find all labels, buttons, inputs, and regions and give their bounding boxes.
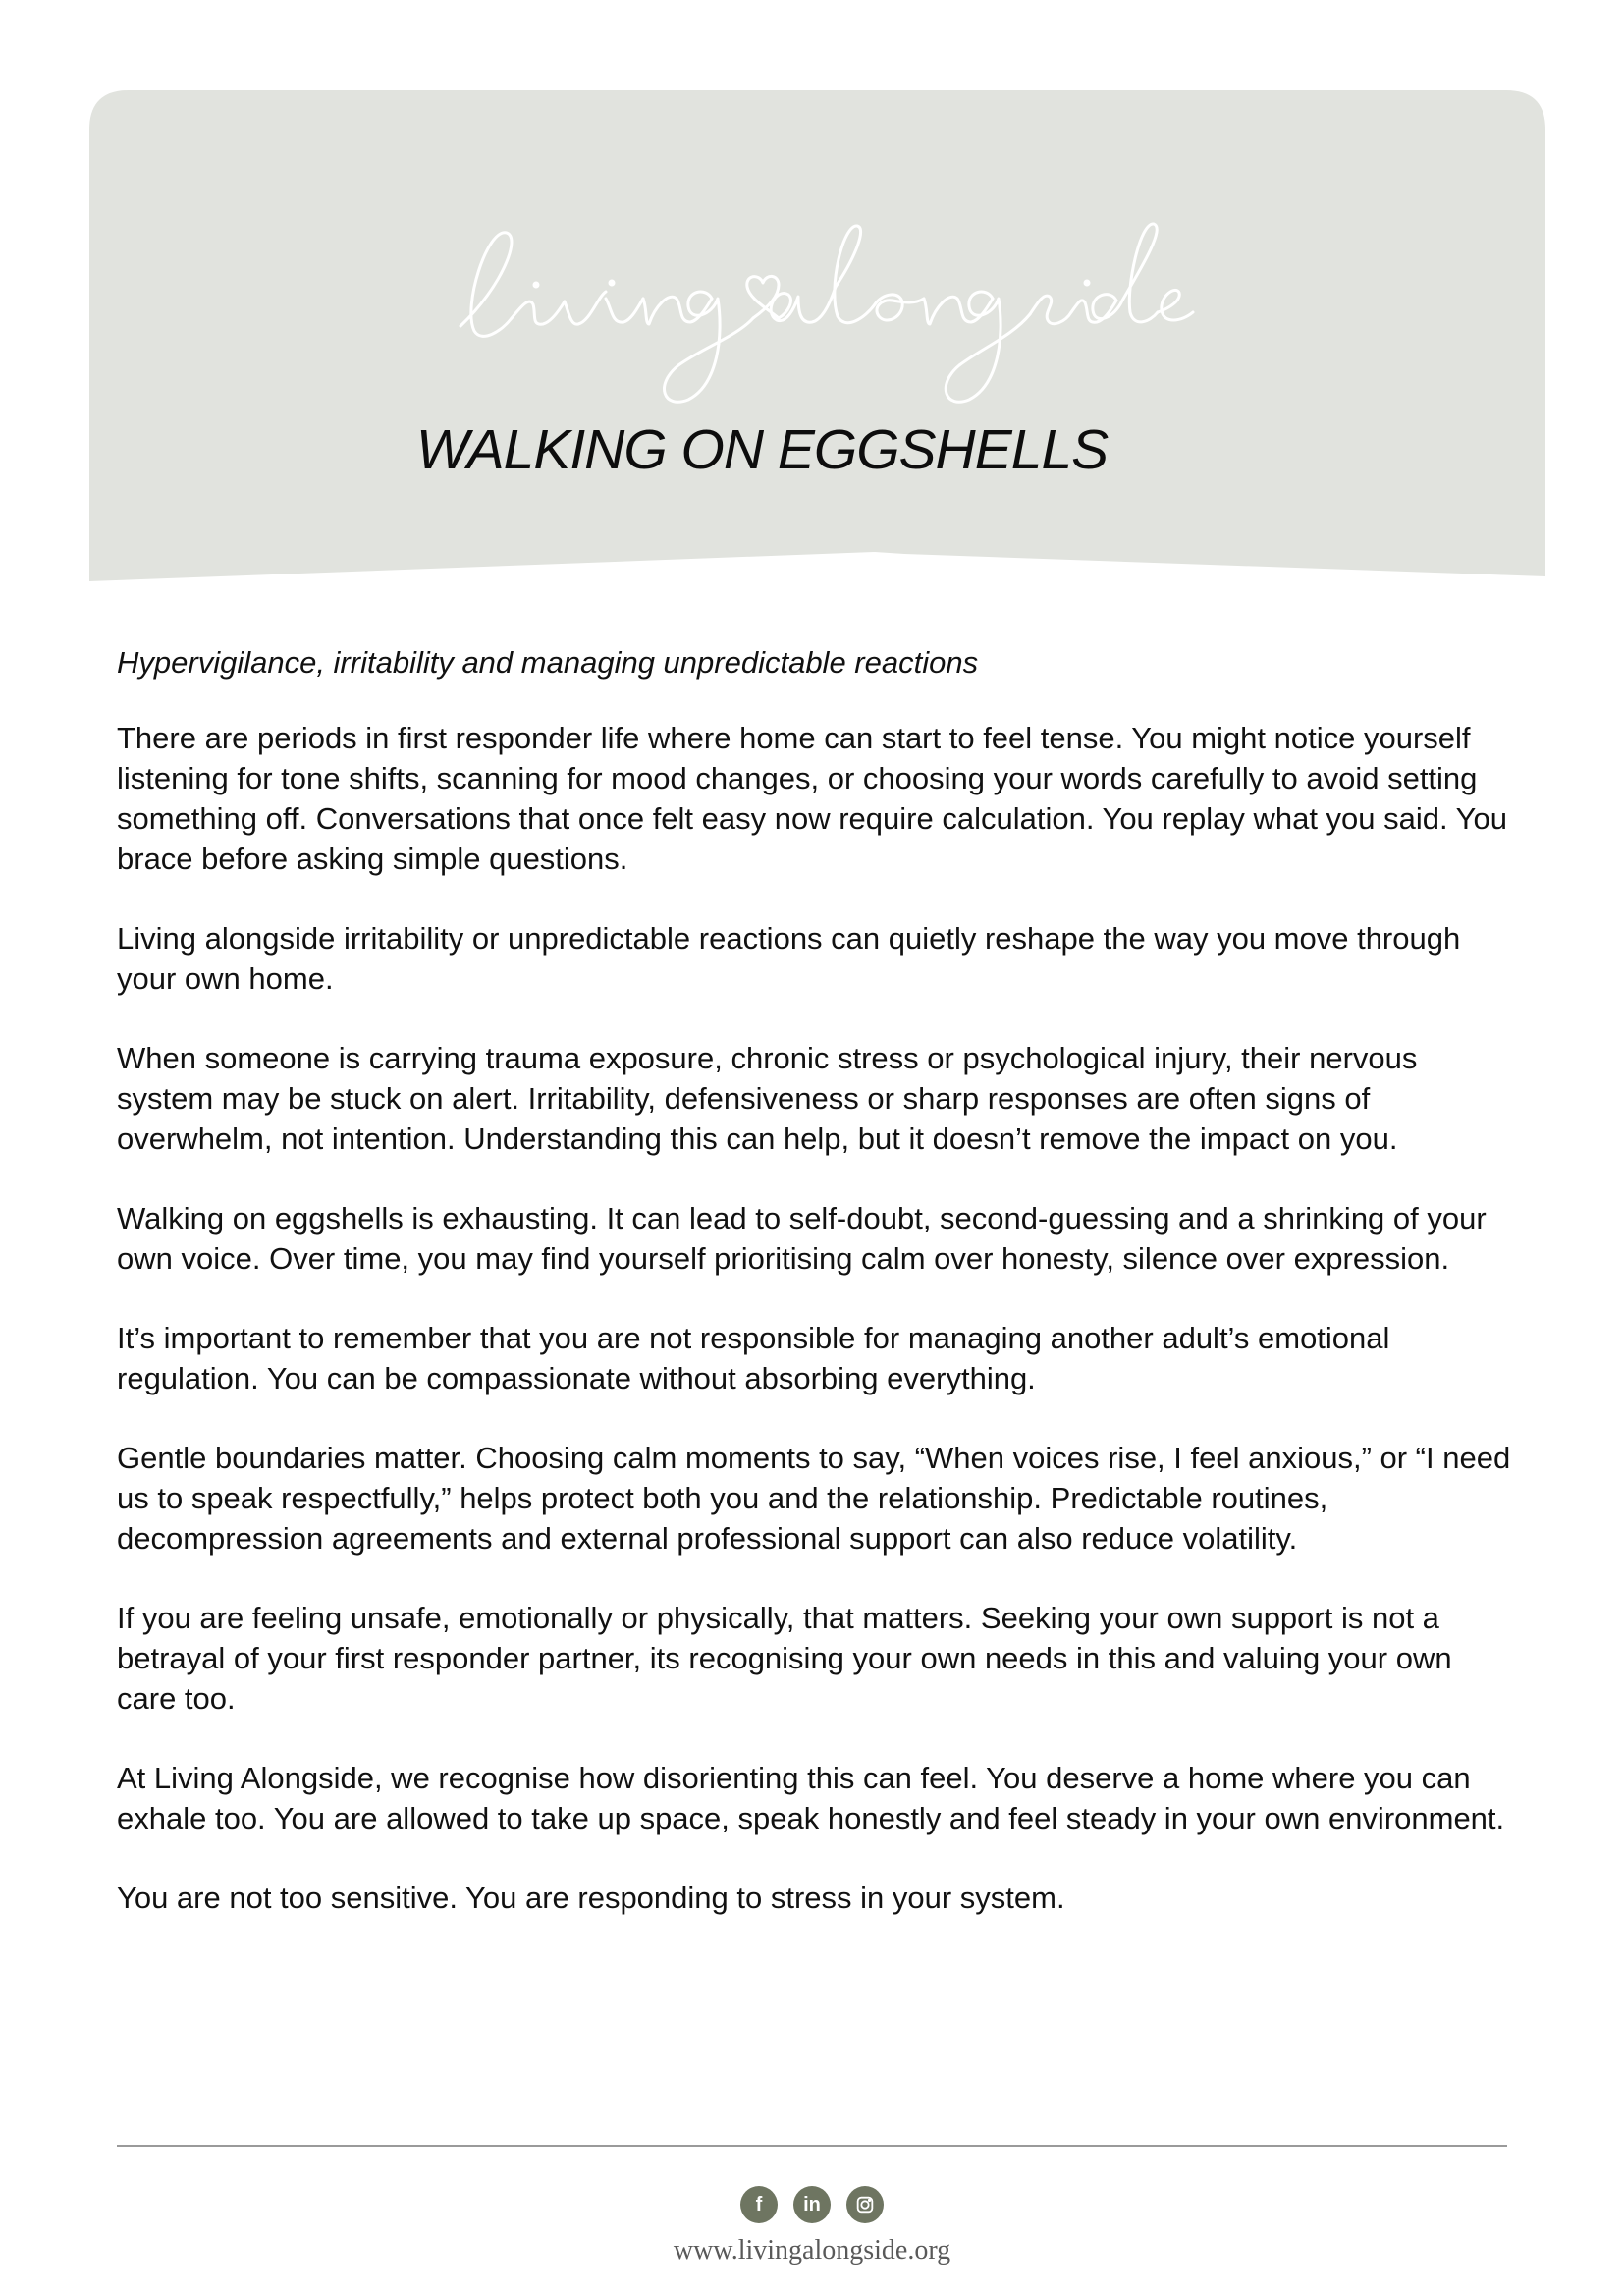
paragraph: When someone is carrying trauma exposure, chronic stress or psychological injury, their nervous system may be stuck on alert. Irritability, defensiveness or sharp responses are often signs of overwhelm, not intention. Understanding this can help, but it doesn’t remove the impact on you. (117, 1041, 1418, 1156)
footer-divider (117, 2145, 1507, 2147)
facebook-icon[interactable]: f (740, 2186, 778, 2223)
paragraph: If you are feeling unsafe, emotionally or physically, that matters. Seeking your own support is not a betrayal of your first responder partner, its recognising your own needs in this and valuing your own care too. (117, 1601, 1452, 1716)
page-title: WALKING ON EGGSHELLS (415, 418, 1109, 481)
paragraph: Walking on eggshells is exhausting. It can lead to self-doubt, second-guessing and a shrinking of your own voice. Over time, you may find yourself prioritising calm over honesty, silence over expression. (117, 1201, 1487, 1276)
logo (89, 90, 1545, 414)
header-banner (89, 90, 1545, 591)
linkedin-icon[interactable]: in (793, 2186, 831, 2223)
website-link[interactable]: www.livingalongside.org (673, 2235, 951, 2266)
paragraph: You are not too sensitive. You are responding to stress in your system. (117, 1881, 1065, 1915)
paragraph: Living alongside irritability or unpredictable reactions can quietly reshape the way you move through your own home. (117, 921, 1461, 996)
paragraph: At Living Alongside, we recognise how disorienting this can feel. You deserve a home where you can exhale too. You are allowed to take up space, speak honestly and feel steady in your own environment. (117, 1761, 1505, 1835)
instagram-icon[interactable] (846, 2186, 884, 2223)
social-links (0, 2186, 1624, 2223)
paragraph: It’s important to remember that you are not responsible for managing another adult’s emotional regulation. You can be compassionate without absorbing everything. (117, 1321, 1390, 1395)
article-subtitle: Hypervigilance, irritability and managing unpredictable reactions (117, 645, 979, 680)
paragraph: There are periods in first responder life where home can start to feel tense. You might notice yourself listening for tone shifts, scanning for mood changes, or choosing your words carefully to avoid setting something off. Conversations that once felt easy now require calculation. You replay what you said. You brace before asking simple questions. (117, 721, 1507, 876)
article-body (117, 642, 1511, 1957)
paragraph: Gentle boundaries matter. Choosing calm moments to say, “When voices rise, I feel anxious,” or “I need us to speak respectfully,” helps protect both you and the relationship. Predictable routines, decompression agreements and external professional support can also reduce volatility. (117, 1441, 1511, 1556)
